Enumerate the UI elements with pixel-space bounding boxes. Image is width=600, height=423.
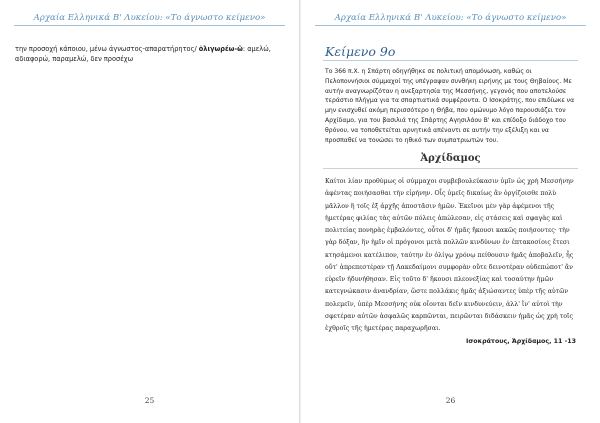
left-page: [0, 0, 299, 423]
glossary-text: [15, 44, 285, 64]
text-title: Κείμενο 9ο: [325, 44, 396, 59]
ancient-greek-paragraph: Καίτοι λίαν προθύμως οἱ σύμμαχοι συμβεβουλεύκασιν ὑμῖν ὡς χρὴ Μεσσήνην ἀφέντας ποιήσασθαι τὴν εἰρήνην. Οἷς ὑμεῖς δικαίως ἂν ὀργίζοισθε πολὺ μᾶλλον ἢ τοῖς ἐξ ἀρχῆς ἀποστᾶσιν ἡμῶν. Ἐκεῖνοι μὲν γὰρ ἀφέμενοι τῆς ἡμετέρας φιλίας τὰς αὑτῶν πόλεις ἀπώλεσαν, εἰς στάσεις καὶ σφαγὰς καὶ πολιτείας πονηρὰς ἐμβαλόντες, οὗτοι δ' ἡμᾶς ἥκουσι κακῶς ποιήσοντες· τὴν γὰρ δόξαν, ἣν ἡμῖν οἱ πρόγονοι μετὰ πολλῶν κινδύνων ἐν ἑπτακοσίοις ἔτεσι κτησάμενοι κατέλιπον, ταύτην ἐν ὀλίγῳ χρόνῳ πείθουσιν ἡμᾶς ἀποβαλεῖν, ἧς οὔτ' ἀπρεπεστέραν τῇ Λακεδαίμονι συμφορὰν οὔτε δεινοτέραν οὐδεπώποτ' ἂν εὑρεῖν ἠδυνήθησαν. Εἰς τοῦτο δ' ἥκουσι πλεονεξίας καὶ τοσαύτην ἡμῶν κατεγνώκασιν ἀνανδρίαν, ὥστε πολλάκις ἡμᾶς ἀξιώσαντες ὑπὲρ τῆς αὑτῶν πολεμεῖν, ὑπὲρ Μεσσήνης οὐκ οἴονται δεῖν κινδυνεύειν, ἀλλ' ἵν' αὐτοὶ τὴν σφετέραν αὐτῶν ἀσφαλῶς καρπῶνται, πειρῶνται διδάσκειν ἡμᾶς ὡς χρὴ τοῖς ἐχθροῖς τῆς ἡμετέρας παραχωρῆσαι.: [325, 178, 574, 332]
greek-title-divider: [323, 168, 578, 169]
right-page: [301, 0, 600, 423]
source-citation: Ισοκράτους, Ἀρχίδαμος, 11 -13: [466, 338, 576, 345]
ancient-greek-text: [325, 176, 578, 335]
glossary-lines-before: την προσοχή κάποιου, μένω άγνωστος-απαρατήρητος/: [15, 45, 199, 53]
glossary-bold-word: ὀλιγωρέω-ῶ: [198, 45, 243, 53]
intro-paragraph: Το 366 π.Χ. η Σπάρτη οδηγήθηκε σε πολιτική απομόνωση, καθώς οι Πελοποννήσιοι σύμμαχοί της υπέγραψαν συνθήκη ειρήνης με τους Θηβαίους. Με αυτήν αναγνωρίζόταν η ανεξαρτησία της Μεσσήνης, γεγονός που αποτελούσε τεράστιο πλήγμα για τα σπαρτιατικά συμφέροντα. Ο Ισοκράτης, που επιδίωκε να μην ενισχυθεί ακόμη περισσότερο η Θήβα, που ομώνυμο λόγο παρουσιάζει τον Αρχίδαμο, για του βασιλιά της Σπάρτης Αγησιλάου Β' και επίδοξο διάδοχο του θρόνου, να τοποθετείται αρνητικά απέναντι σε αυτήν την εξέλιξη και να προσπαθεί να τονώσει το ηθικό των συμπατριωτών του.: [325, 68, 575, 144]
right-page-header: Αρχαία Ελληνικά Β' Λυκείου: «Το άγνωστο κείμενο»: [315, 13, 586, 26]
greek-text-title: Ἀρχίδαμος: [420, 153, 481, 164]
left-page-header: Αρχαία Ελληνικά Β' Λυκείου: «Το άγνωστο κείμενο»: [14, 13, 285, 26]
page-number-left: 25: [144, 396, 155, 405]
page-number-right: 26: [445, 396, 456, 405]
glossary-lines-after: : αμελώ, αδιαφορώ, παραμελώ, δεν προσέχω: [15, 45, 271, 64]
title-divider: [323, 60, 578, 61]
